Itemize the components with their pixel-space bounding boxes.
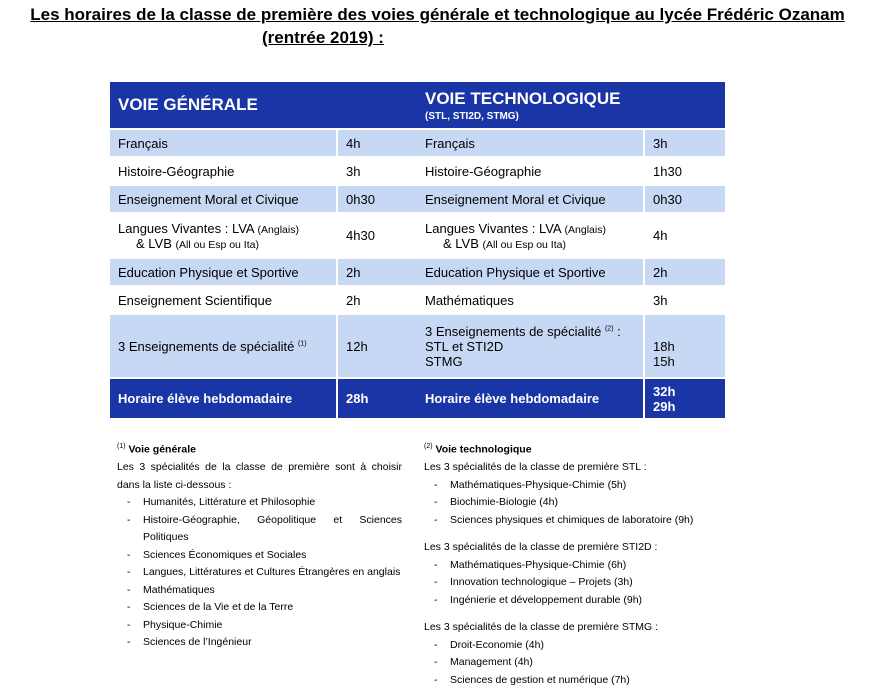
subject-line: 3 Enseignements de spécialité bbox=[425, 323, 602, 339]
header-voie-generale: VOIE GÉNÉRALE bbox=[110, 82, 418, 128]
subject-line: STL et STI2D bbox=[425, 338, 504, 354]
bullet-dash: - bbox=[434, 558, 438, 571]
list-item bbox=[127, 617, 402, 635]
list-item bbox=[434, 477, 724, 495]
subject-line: STMG bbox=[425, 353, 463, 369]
table-row bbox=[110, 315, 418, 377]
hours-cell: 0h30 bbox=[645, 186, 725, 212]
table-row bbox=[110, 259, 418, 285]
bullet-dash: - bbox=[434, 673, 438, 686]
spacer bbox=[424, 529, 724, 539]
list-item bbox=[127, 564, 402, 582]
subject-line2 bbox=[425, 236, 635, 251]
subject-cell bbox=[417, 315, 643, 377]
footnote-ref: (2) bbox=[424, 443, 433, 450]
header-title: VOIE TECHNOLOGIQUE bbox=[425, 88, 621, 108]
hours-cell: 4h bbox=[645, 214, 725, 257]
bullet-dash: - bbox=[434, 496, 438, 508]
subject-cell: Education Physique et Sportive bbox=[110, 259, 336, 285]
bullet-dash: - bbox=[434, 638, 438, 651]
notes-group-stl bbox=[424, 459, 724, 529]
total-row bbox=[110, 379, 418, 418]
list-item-text: Ingénierie et développement durable (9h) bbox=[450, 593, 643, 606]
notes-group-intro: Les 3 spécialités de la classe de première STMG : bbox=[424, 621, 659, 633]
table-row bbox=[110, 130, 418, 156]
hours-cell: 2h bbox=[338, 259, 418, 285]
list-item-text: Langues, Littératures et Cultures Étrangères en anglais bbox=[143, 566, 401, 578]
list-item bbox=[127, 547, 402, 565]
list-item-text: Mathématiques-Physique-Chimie (5h) bbox=[450, 478, 627, 491]
bullet-dash: - bbox=[127, 636, 131, 648]
subject-note: (Anglais) bbox=[257, 223, 299, 236]
subject-line2 bbox=[118, 236, 328, 251]
specialites-list bbox=[424, 557, 724, 610]
table-voie-technologique bbox=[415, 80, 727, 420]
subject-cell bbox=[417, 214, 643, 257]
subject-line: Langues Vivantes : LVA bbox=[425, 220, 561, 236]
notes-group-intro: Les 3 spécialités de la classe de première STL : bbox=[424, 461, 647, 473]
notes-title bbox=[424, 438, 724, 459]
table-voie-generale bbox=[108, 80, 420, 420]
notes-title-text: Voie technologique bbox=[435, 443, 532, 456]
list-item bbox=[434, 494, 724, 512]
total-hours bbox=[645, 379, 725, 418]
notes-group-intro: Les 3 spécialités de la classe de première STI2D : bbox=[424, 541, 658, 553]
subject-cell: Histoire-Géographie bbox=[110, 158, 336, 184]
total-label: Horaire élève hebdomadaire bbox=[110, 379, 336, 418]
list-item-text: Sciences physiques et chimiques de laboratoire (9h) bbox=[450, 513, 694, 526]
total-label: Horaire élève hebdomadaire bbox=[417, 379, 643, 418]
subject-line: & LVB bbox=[443, 235, 479, 251]
bullet-dash: - bbox=[127, 513, 131, 526]
subject-cell: Enseignement Scientifique bbox=[110, 287, 336, 313]
total-hours-value: 29h bbox=[653, 398, 676, 414]
subject-cell: Français bbox=[110, 130, 336, 156]
list-item bbox=[434, 637, 724, 655]
bullet-dash: - bbox=[434, 593, 438, 606]
subject-note: (All ou Esp ou Ita) bbox=[482, 238, 566, 251]
specialites-list bbox=[424, 477, 724, 530]
bullet-dash: - bbox=[127, 583, 131, 596]
subject-note: (Anglais) bbox=[564, 223, 606, 236]
list-item bbox=[434, 574, 724, 592]
list-item bbox=[127, 634, 402, 652]
page-subtitle bbox=[262, 27, 384, 49]
list-item-text: Biochimie-Biologie (4h) bbox=[450, 496, 558, 508]
footnote-ref: (1) bbox=[297, 340, 307, 348]
list-item-text: Innovation technologique – Projets (3h) bbox=[450, 576, 633, 588]
notes-voie-technologique bbox=[424, 438, 724, 689]
list-item bbox=[127, 494, 402, 512]
table-row bbox=[110, 287, 418, 313]
total-row bbox=[417, 379, 725, 418]
bullet-dash: - bbox=[127, 496, 131, 508]
hours-cell: 4h bbox=[338, 130, 418, 156]
hours-cell: 2h bbox=[338, 287, 418, 313]
table-row bbox=[110, 214, 418, 257]
footnote-ref: (1) bbox=[117, 443, 126, 450]
list-item-text: Sciences de l’Ingénieur bbox=[143, 636, 252, 648]
subject-cell bbox=[110, 214, 336, 257]
table-row bbox=[417, 214, 725, 257]
list-item-text: Sciences Économiques et Sociales bbox=[143, 548, 307, 561]
bullet-dash: - bbox=[434, 656, 438, 668]
bullet-dash: - bbox=[127, 601, 131, 613]
spacer bbox=[424, 609, 724, 619]
bullet-dash: - bbox=[127, 548, 131, 561]
notes-group-sti2d bbox=[424, 539, 724, 609]
list-item bbox=[434, 557, 724, 575]
subject-cell: Enseignement Moral et Civique bbox=[110, 186, 336, 212]
bullet-dash: - bbox=[434, 576, 438, 588]
list-item bbox=[434, 672, 724, 690]
list-item bbox=[127, 582, 402, 600]
bullet-dash: - bbox=[434, 513, 438, 526]
subject-cell: Enseignement Moral et Civique bbox=[417, 186, 643, 212]
hours-value: 18h bbox=[653, 338, 675, 354]
hours-cell: 4h30 bbox=[338, 214, 418, 257]
table-header-row bbox=[110, 82, 418, 128]
list-item-text: Mathématiques bbox=[143, 583, 215, 596]
subject-cell: Français bbox=[417, 130, 643, 156]
subject-line: Langues Vivantes : LVA bbox=[118, 220, 254, 236]
list-item bbox=[434, 592, 724, 610]
bullet-dash: - bbox=[434, 478, 438, 491]
list-item-text: Droit-Economie (4h) bbox=[450, 638, 544, 651]
notes-voie-generale bbox=[117, 438, 402, 652]
subject-cell: Mathématiques bbox=[417, 287, 643, 313]
bullet-dash: - bbox=[127, 566, 131, 578]
table-row bbox=[417, 315, 725, 377]
total-hours: 28h bbox=[338, 379, 418, 418]
subject-note: (All ou Esp ou Ita) bbox=[175, 238, 259, 251]
hours-cell: 3h bbox=[645, 130, 725, 156]
notes-title-text: Voie générale bbox=[128, 443, 196, 456]
hours-cell: 2h bbox=[645, 259, 725, 285]
list-item bbox=[127, 599, 402, 617]
list-item-text: Humanités, Littérature et Philosophie bbox=[143, 496, 316, 508]
table-row bbox=[417, 186, 725, 212]
hours-cell: 0h30 bbox=[338, 186, 418, 212]
subject-cell: Histoire-Géographie bbox=[417, 158, 643, 184]
header-subtitle: (STL, STI2D, STMG) bbox=[425, 110, 519, 122]
notes-title bbox=[117, 438, 402, 459]
table-row bbox=[417, 287, 725, 313]
table-row bbox=[417, 259, 725, 285]
subject-cell bbox=[110, 315, 336, 377]
notes-group-stmg bbox=[424, 619, 724, 689]
specialites-list bbox=[117, 494, 402, 652]
list-item-text: Histoire-Géographie, Géopolitique et Sciences Politiques bbox=[143, 513, 402, 543]
subject-suffix: : bbox=[613, 323, 621, 339]
hours-cell: 12h bbox=[338, 315, 418, 377]
list-item-text: Mathématiques-Physique-Chimie (6h) bbox=[450, 558, 627, 571]
list-item-text: Sciences de la Vie et de la Terre bbox=[143, 601, 294, 613]
page-subtitle-colon: : bbox=[373, 28, 384, 47]
list-item-text: Physique-Chimie bbox=[143, 618, 223, 631]
header-voie-technologique bbox=[417, 82, 725, 128]
hours-cell: 3h bbox=[645, 287, 725, 313]
list-item-text: Sciences de gestion et numérique (7h) bbox=[450, 673, 630, 686]
list-item bbox=[434, 512, 724, 530]
table-row bbox=[110, 186, 418, 212]
subject-cell: Education Physique et Sportive bbox=[417, 259, 643, 285]
specialites-list bbox=[424, 637, 724, 690]
notes-intro: Les 3 spécialités de la classe de première sont à choisir dans la liste ci-dessous : bbox=[117, 461, 402, 491]
hours-cell: 1h30 bbox=[645, 158, 725, 184]
hours-cell: 3h bbox=[338, 158, 418, 184]
subject-line: & LVB bbox=[136, 235, 172, 251]
total-hours-value: 32h bbox=[653, 383, 676, 399]
table-row bbox=[417, 158, 725, 184]
bullet-dash: - bbox=[127, 618, 131, 631]
table-row bbox=[417, 130, 725, 156]
table-header-row bbox=[417, 82, 725, 128]
hours-value: 15h bbox=[653, 353, 675, 369]
list-item bbox=[434, 654, 724, 672]
table-row bbox=[110, 158, 418, 184]
hours-cell bbox=[645, 315, 725, 377]
list-item-text: Management (4h) bbox=[450, 656, 533, 668]
footnote-ref: (2) bbox=[604, 325, 614, 333]
page-subtitle-text: (rentrée 2019) bbox=[262, 28, 374, 47]
page-title: Les horaires de la classe de première des voies générale et technologique au lycée Frédéric Ozanam bbox=[30, 5, 845, 24]
subject-line: 3 Enseignements de spécialité bbox=[118, 338, 295, 354]
list-item bbox=[127, 512, 402, 547]
